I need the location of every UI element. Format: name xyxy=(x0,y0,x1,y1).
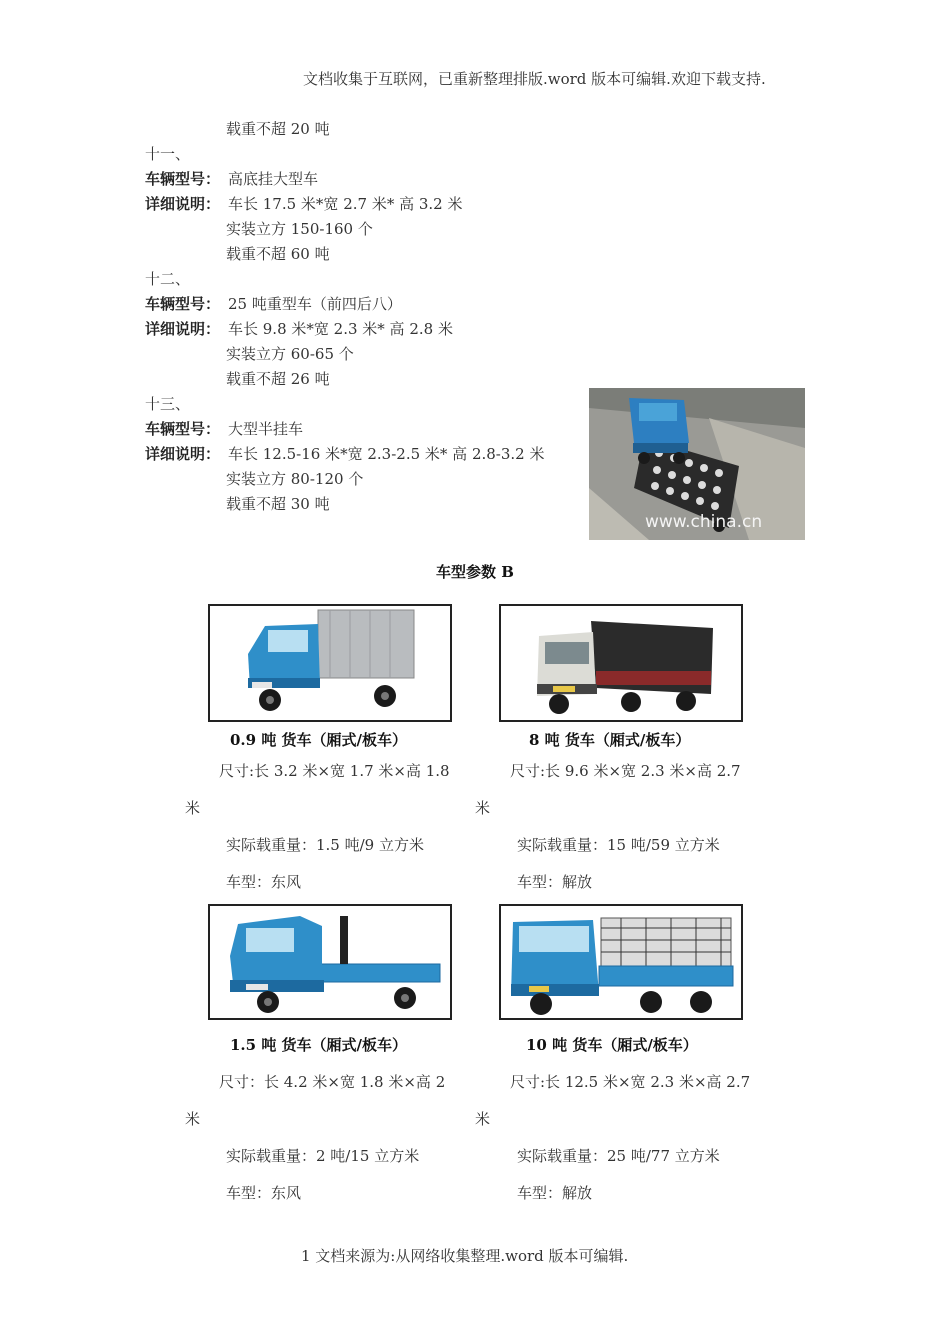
model-label: 车辆型号： xyxy=(145,295,221,313)
model-label: 车辆型号： xyxy=(145,420,221,438)
truck-photo-8t xyxy=(499,604,743,722)
semi-trailer-photo xyxy=(589,388,805,540)
vehicle-number: 十三、 xyxy=(145,395,191,413)
vehicle-weight: 载重不超 26 吨 xyxy=(226,370,330,388)
truck-size: 尺寸:长 12.5 米×宽 2.3 米×高 2.7 xyxy=(510,1073,751,1091)
truck-caption: 0.9 吨 货车（厢式/板车） xyxy=(230,731,408,749)
truck-type: 车型：东风 xyxy=(226,1184,302,1202)
truck-size: 尺寸:长 9.6 米×宽 2.3 米×高 2.7 xyxy=(510,762,741,780)
truck-load: 实际载重量：1.5 吨/9 立方米 xyxy=(226,836,424,854)
photo-watermark: www.china.cn xyxy=(645,512,763,532)
truck-size-unit: 米 xyxy=(185,1110,201,1128)
truck-photo-0-9t xyxy=(208,604,452,722)
truck-size-unit: 米 xyxy=(475,799,491,817)
truck-load: 实际载重量：2 吨/15 立方米 xyxy=(226,1147,420,1165)
truck-type: 车型：解放 xyxy=(517,873,593,891)
detail-label: 详细说明： xyxy=(145,320,221,338)
vehicle-number: 十一、 xyxy=(145,145,191,163)
truck-type: 车型：东风 xyxy=(226,873,302,891)
vehicle-model: 高底挂大型车 xyxy=(228,170,319,188)
page-footer: 1 文档来源为:从网络收集整理.word 版本可编辑. xyxy=(301,1247,629,1265)
section-title: 车型参数 B xyxy=(436,563,514,581)
vehicle-dims: 车长 12.5-16 米*宽 2.3-2.5 米* 高 2.8-3.2 米 xyxy=(228,445,545,463)
model-label: 车辆型号： xyxy=(145,170,221,188)
vehicle-model: 25 吨重型车（前四后八） xyxy=(228,295,402,313)
vehicle-dims: 车长 17.5 米*宽 2.7 米* 高 3.2 米 xyxy=(228,195,463,213)
truck-size: 尺寸：长 4.2 米×宽 1.8 米×高 2 xyxy=(219,1073,446,1091)
page-header: 文档收集于互联网，已重新整理排版.word 版本可编辑.欢迎下载支持. xyxy=(303,70,766,88)
truck-photo-10t xyxy=(499,904,743,1020)
vehicle-model: 大型半挂车 xyxy=(228,420,304,438)
detail-label: 详细说明： xyxy=(145,195,221,213)
truck-size: 尺寸:长 3.2 米×宽 1.7 米×高 1.8 xyxy=(219,762,450,780)
truck-caption: 10 吨 货车（厢式/板车） xyxy=(526,1036,698,1054)
vehicle-number: 十二、 xyxy=(145,270,191,288)
intro-weight: 载重不超 20 吨 xyxy=(226,120,330,138)
vehicle-volume: 实装立方 150-160 个 xyxy=(226,220,373,238)
truck-caption: 1.5 吨 货车（厢式/板车） xyxy=(230,1036,408,1054)
vehicle-weight: 载重不超 60 吨 xyxy=(226,245,330,263)
vehicle-dims: 车长 9.8 米*宽 2.3 米* 高 2.8 米 xyxy=(228,320,453,338)
truck-photo-1-5t xyxy=(208,904,452,1020)
detail-label: 详细说明： xyxy=(145,445,221,463)
truck-type: 车型：解放 xyxy=(517,1184,593,1202)
vehicle-weight: 载重不超 30 吨 xyxy=(226,495,330,513)
truck-caption: 8 吨 货车（厢式/板车） xyxy=(529,731,691,749)
truck-size-unit: 米 xyxy=(475,1110,491,1128)
vehicle-volume: 实装立方 60-65 个 xyxy=(226,345,354,363)
truck-load: 实际载重量：15 吨/59 立方米 xyxy=(517,836,720,854)
truck-load: 实际载重量：25 吨/77 立方米 xyxy=(517,1147,720,1165)
vehicle-volume: 实装立方 80-120 个 xyxy=(226,470,364,488)
truck-size-unit: 米 xyxy=(185,799,201,817)
